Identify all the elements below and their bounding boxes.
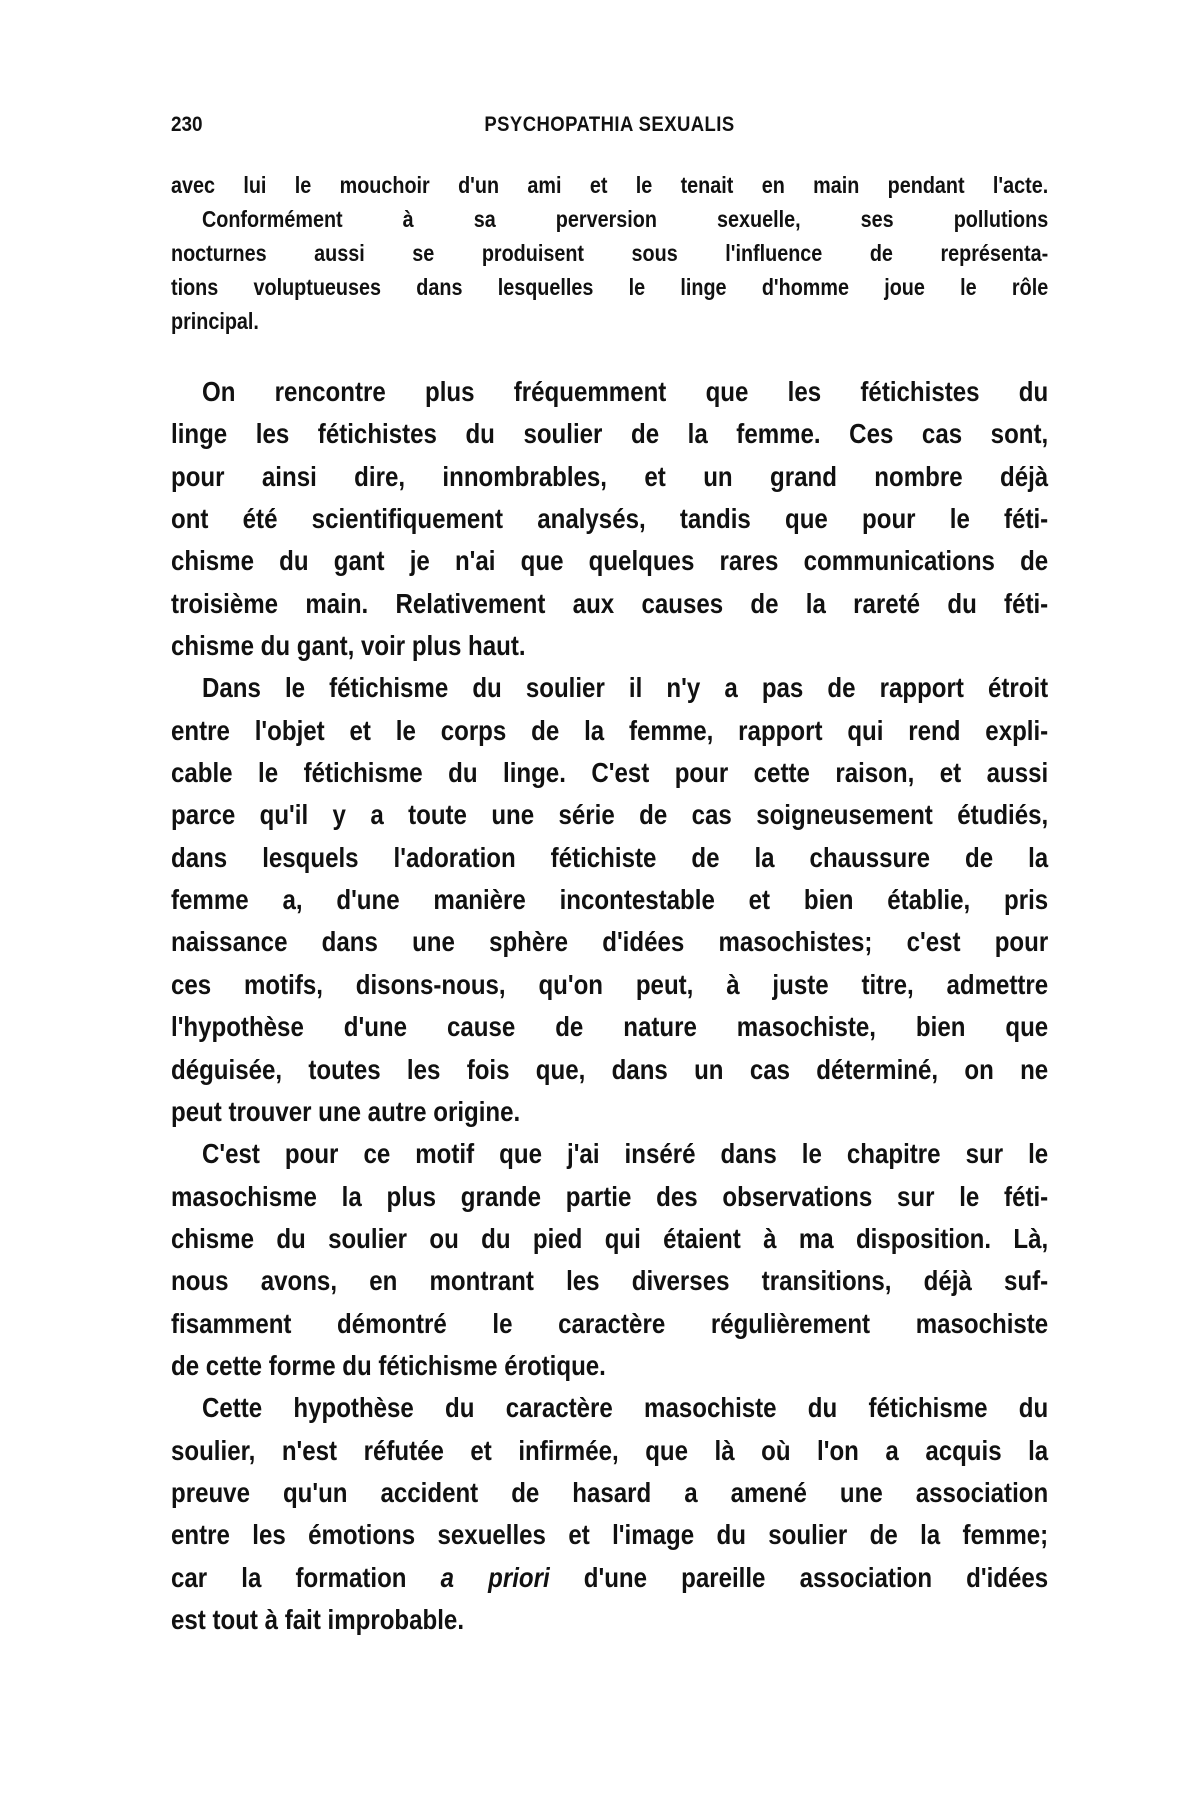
- text-line: entre les émotions sexuelles et l'image du soulier de la femme;: [171, 1519, 1049, 1551]
- page-number: 230: [171, 113, 203, 136]
- paragraph: [171, 1387, 1048, 1641]
- text-line: nocturnes aussi se produisent sous l'influence de représenta-: [171, 240, 1049, 266]
- text-line: ont été scientifiquement analysés, tandis que pour le féti-: [171, 503, 1049, 535]
- text-line: entre l'objet et le corps de la femme, rapport qui rend expli-: [171, 714, 1049, 746]
- text-line: dans lesquels l'adoration fétichiste de la chaussure de la: [171, 841, 1049, 873]
- text-line: Dans le fétichisme du soulier il n'y a pas de rapport étroit: [201, 672, 1049, 704]
- text-line: avec lui le mouchoir d'un ami et le tenait en main pendant l'acte.: [171, 172, 1049, 198]
- text-line: de cette forme du fétichisme érotique.: [171, 1349, 606, 1381]
- text-line: fisamment démontré le caractère régulièrement masochiste: [171, 1307, 1049, 1339]
- text-line: tions voluptueuses dans lesquelles le linge d'homme joue le rôle: [171, 274, 1049, 300]
- text-line: C'est pour ce motif que j'ai inséré dans le chapitre sur le: [201, 1138, 1049, 1170]
- paragraph: [171, 1133, 1048, 1387]
- text-line: déguisée, toutes les fois que, dans un cas déterminé, on ne: [171, 1053, 1049, 1085]
- text-line: Conformément à sa perversion sexuelle, ses pollutions: [201, 206, 1049, 232]
- text-line: preuve qu'un accident de hasard a amené une association: [171, 1476, 1049, 1508]
- text-line: chisme du soulier ou du pied qui étaient à ma disposition. Là,: [171, 1222, 1049, 1254]
- main-text-block: [171, 371, 1048, 1641]
- text-line: Cette hypothèse du caractère masochiste du fétichisme du: [201, 1392, 1049, 1424]
- paragraph: [171, 667, 1048, 1133]
- text-line: linge les fétichistes du soulier de la femme. Ces cas sont,: [171, 418, 1049, 450]
- running-header: [171, 113, 1048, 141]
- text-line: masochisme la plus grande partie des observations sur le féti-: [171, 1180, 1049, 1212]
- text-line: soulier, n'est réfutée et infirmée, que là où l'on a acquis la: [171, 1434, 1049, 1466]
- text-line: principal.: [171, 308, 259, 334]
- text-line: parce qu'il y a toute une série de cas soigneusement étudiés,: [171, 799, 1049, 831]
- text-line: naissance dans une sphère d'idées masochistes; c'est pour: [171, 926, 1049, 958]
- text-line: pour ainsi dire, innombrables, et un grand nombre déjà: [171, 460, 1049, 492]
- running-title: PSYCHOPATHIA SEXUALIS: [484, 113, 735, 136]
- text-line: l'hypothèse d'une cause de nature masochiste, bien que: [171, 1011, 1049, 1043]
- text-line: nous avons, en montrant les diverses transitions, déjà suf-: [171, 1265, 1049, 1297]
- text-line: est tout à fait improbable.: [171, 1603, 465, 1635]
- text-line: On rencontre plus fréquemment que les fétichistes du: [201, 376, 1049, 407]
- text-line: cable le fétichisme du linge. C'est pour cette raison, et aussi: [171, 757, 1049, 789]
- text-line: troisième main. Relativement aux causes de la rareté du féti-: [171, 587, 1049, 619]
- text-line: peut trouver une autre origine.: [171, 1095, 521, 1127]
- text-segment: car la formation: [171, 1561, 441, 1593]
- text-line: chisme du gant je n'ai que quelques rares communications de: [171, 545, 1049, 577]
- text-line: femme a, d'une manière incontestable et bien établie, pris: [171, 884, 1049, 916]
- text-line: chisme du gant, voir plus haut.: [171, 630, 526, 662]
- text-line: [171, 1557, 1048, 1599]
- paragraph: [171, 371, 1048, 667]
- italic-phrase: a priori: [440, 1561, 550, 1593]
- text-segment: d'une pareille association d'idées: [549, 1561, 1049, 1593]
- continued-text-block: [171, 168, 1048, 338]
- text-line: ces motifs, disons-nous, qu'on peut, à juste titre, admettre: [171, 968, 1049, 1000]
